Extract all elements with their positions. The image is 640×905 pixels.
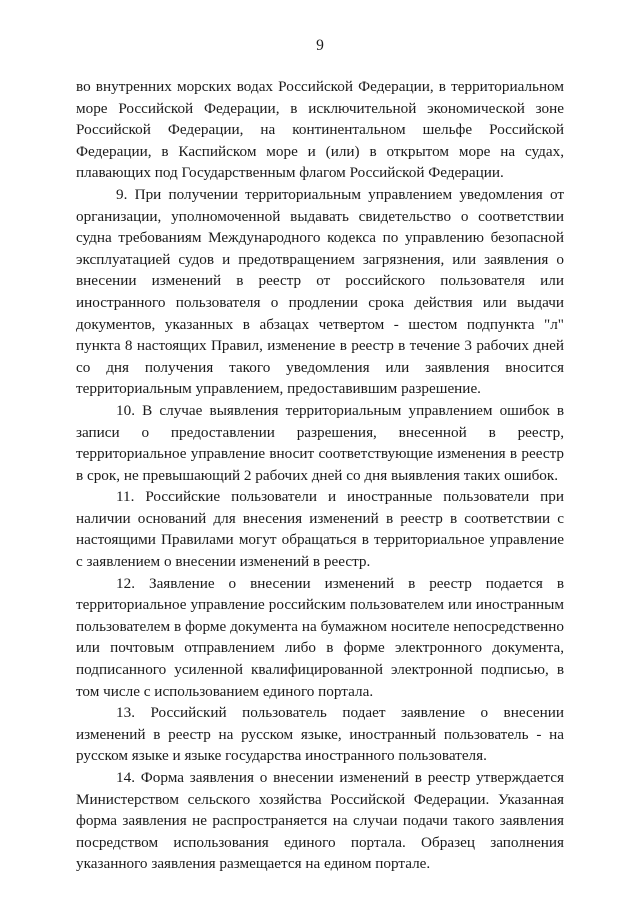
paragraph-10: 10. В случае выявления территориальным управлением ошибок в записи о предоставлении разрешения, внесенной в реестр, территориальное управление вносит соответствующие изменения в реестр в срок, не превышающий 2 рабочих дней со дня выявления таких ошибок.: [76, 401, 564, 484]
paragraph-continuation: во внутренних морских водах Российской Федерации, в территориальном море Российской Федерации, в исключительной экономической зоне Российской Федерации, на континентальном шельфе Российской Федерации, в Каспийском море и (или) в открытом море на судах, плавающих под Государственным флагом Российской Федерации.: [76, 78, 564, 182]
paragraph-9: 9. При получении территориальным управлением уведомления от организации, уполномоченной выдавать свидетельство о соответствии судна требованиям Международного кодекса по управлению безопасной эксплуатацией судов и предотвращением загрязнения, или заявления о внесении изменений в реестр от российского пользователя или иностранного пользователя о продлении срока действия или выдачи документов, указанных в абзацах четвертом - шестом подпункта "л" пункта 8 настоящих Правил, изменение в реестр в течение 3 рабочих дней со дня получения такого уведомления или заявления вносится территориальным управлением, предоставившим разрешение.: [76, 185, 564, 398]
paragraph-11: 11. Российские пользователи и иностранные пользователи при наличии оснований для внесения изменений в реестр в соответствии с настоящими Правилами могут обращаться в территориальное управление с заявлением о внесении изменений в реестр.: [76, 488, 564, 571]
paragraph-14: 14. Форма заявления о внесении изменений в реестр утверждается Министерством сельского хозяйства Российской Федерации. Указанная форма заявления не распространяется на случаи подачи такого заявления посредством использования единого портала. Образец заполнения указанного заявления размещается на едином портале.: [76, 769, 564, 873]
page-number: 9: [316, 37, 324, 54]
document-body: [76, 76, 564, 875]
paragraph-12: 12. Заявление о внесении изменений в реестр подается в территориальное управление российским пользователем или иностранным пользователем в форме документа на бумажном носителе непосредственно или почтовым отправлением либо в форме электронного документа, подписанного усиленной квалифицированной электронной подписью, в том числе с использованием единого портала.: [76, 574, 564, 700]
paragraph-13: 13. Российский пользователь подает заявление о внесении изменений в реестр на русском языке, иностранный пользователь - на русском языке и языке государства иностранного пользователя.: [76, 704, 564, 765]
